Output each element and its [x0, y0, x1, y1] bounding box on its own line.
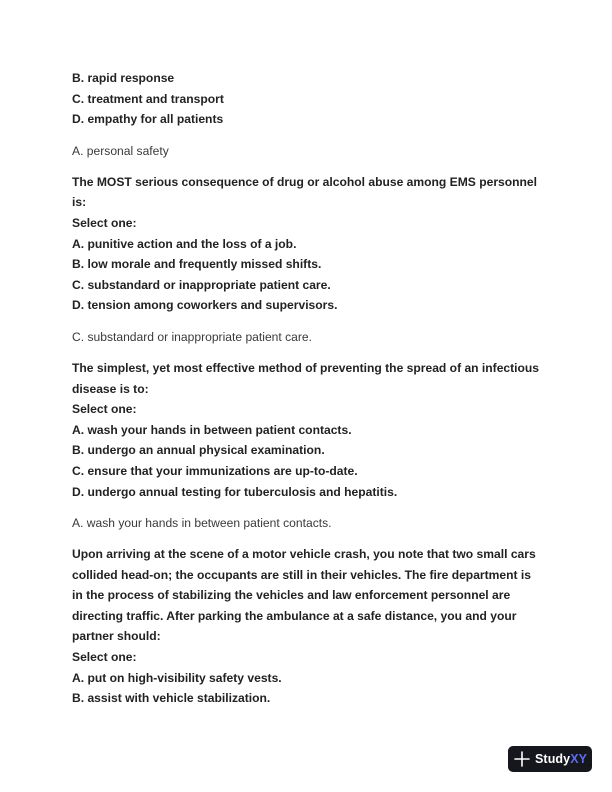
- document-body: [72, 68, 542, 709]
- option-b: B. rapid response: [72, 71, 175, 85]
- question-text: The MOST serious consequence of drug or alcohol abuse among EMS personnel is:: [72, 174, 538, 210]
- option-a: A. put on high-visibility safety vests.: [72, 670, 282, 685]
- option-a: A. wash your hands in between patient contacts.: [72, 422, 352, 437]
- studyxy-badge[interactable]: [508, 746, 592, 772]
- option-c: C. ensure that your immunizations are up-to-date.: [72, 463, 358, 478]
- select-one-label: Select one:: [72, 215, 137, 230]
- question-text: Upon arriving at the scene of a motor vehicle crash, you note that two small cars collided head-on; the occupants are still in their vehicles. The fire department is in the process of stabilizing the vehicles and law enforcement personnel are directing traffic. After parking the ambulance at a safe distance, you and your partner should:: [72, 547, 536, 644]
- option-c: C. substandard or inappropriate patient care.: [72, 277, 331, 292]
- question-block-2: [72, 172, 542, 347]
- answer-text: A. wash your hands in between patient contacts.: [72, 516, 332, 531]
- select-one-label: Select one:: [72, 402, 137, 417]
- question-text: The simplest, yet most effective method of preventing the spread of an infectious disease is to:: [72, 360, 540, 396]
- option-b: B. low morale and frequently missed shifts.: [72, 257, 322, 272]
- studyxy-logo-text: StudyXY: [535, 752, 588, 766]
- select-one-label: Select one:: [72, 650, 137, 665]
- question-block-3: [72, 358, 542, 533]
- plus-icon: [514, 751, 530, 767]
- option-b: B. undergo an annual physical examination.: [72, 443, 325, 458]
- answer-text: A. personal safety: [72, 143, 169, 158]
- option-a: A. punitive action and the loss of a job.: [72, 236, 297, 251]
- question-block-1: [72, 68, 542, 161]
- question-block-4: [72, 544, 542, 709]
- option-c: C. treatment and transport: [72, 91, 224, 106]
- option-d: D. undergo annual testing for tuberculosis and hepatitis.: [72, 484, 398, 499]
- option-b: B. assist with vehicle stabilization.: [72, 691, 271, 706]
- answer-text: C. substandard or inappropriate patient care.: [72, 329, 313, 344]
- option-d: D. tension among coworkers and supervisors.: [72, 298, 338, 313]
- option-d: D. empathy for all patients: [72, 112, 224, 127]
